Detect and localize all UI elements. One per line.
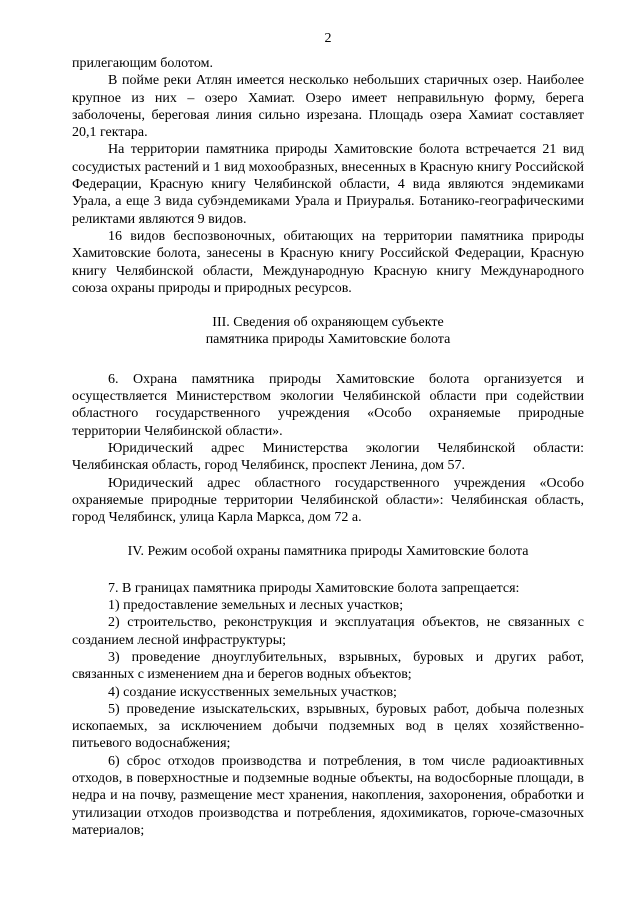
- paragraph-continuation: прилегающим болотом.: [72, 56, 213, 71]
- paragraph-invertebrates: 16 видов беспозвоночных, обитающих на территории памятника природы Хамитовские болота, занесены в Красную книгу Российской Федерации, Красную книгу Челябинской области, Международную Красную книгу Международного союза охраны природы и природных ресурсов.: [72, 228, 584, 296]
- list-item-2: 2) строительство, реконструкция и эксплуатация объектов, не связанных с созданием лесной инфраструктуры;: [72, 615, 584, 648]
- paragraph-prohibitions-intro: 7. В границах памятника природы Хамитовские болота запрещается:: [108, 580, 520, 596]
- section-4-heading: [72, 543, 584, 560]
- section-4-heading-line: IV. Режим особой охраны памятника природы Хамитовские болота: [127, 544, 529, 560]
- list-item-6: 6) сброс отходов производства и потребления, в том числе радиоактивных отходов, в поверхностные и подземные водные объекты, на водосборные площади, в недра и на почву, размещение мест хранения, накопления, захоронения, обработки и утилизации отходов производства и потребления, ядохимикатов, горюче-смазочных материалов;: [72, 753, 584, 838]
- paragraph-lakes: В пойме реки Атлян имеется несколько небольших старичных озер. Наиболее крупное из них – озеро Хамиат. Озеро имеет неправильную форму, берега заболочены, береговая линия сильно изрезана. Площадь озера Хамиат составляет 20,1 гектара.: [72, 73, 584, 141]
- list-item-1: 1) предоставление земельных и лесных участков;: [108, 598, 404, 614]
- paragraph-ministry-address: Юридический адрес Министерства экологии Челябинской области: Челябинская область, город Челябинск, проспект Ленина, дом 57.: [72, 440, 584, 474]
- list-item-3: 3) проведение дноуглубительных, взрывных, буровых и других работ, связанных с изменением дна и берегов водных объектов;: [72, 649, 584, 683]
- paragraph-protection: 6. Охрана памятника природы Хамитовские болота организуется и осуществляется Министерством экологии Челябинской области при содействии областного государственного учреждения «Особо охраняемые природные территории Челябинской области».: [72, 371, 584, 439]
- section-3-body: [72, 371, 584, 527]
- paragraph-plants: На территории памятника природы Хамитовские болота встречается 21 вид сосудистых растений и 1 вид мохообразных, внесенных в Красную книгу Российской Федерации, Красную книгу Челябинской области, 4 вида являются эндемиками Урала, а еще 3 вида субэндемиками Урала и Приуралья. Ботанико-географическими реликтами являются 9 видов.: [72, 142, 584, 227]
- section-3-heading-line-2: памятника природы Хамитовские болота: [205, 332, 451, 348]
- list-item-4: 4) создание искусственных земельных участков;: [108, 684, 397, 700]
- section-3-heading-line-1: III. Сведения об охраняющем субъекте: [212, 315, 444, 331]
- section-4-body: [72, 580, 584, 839]
- paragraph-institution-address: Юридический адрес областного государственного учреждения «Особо охраняемые природные территории Челябинской области»: Челябинская область, город Челябинск, улица Карла Маркса, дом 72 а.: [72, 475, 584, 526]
- list-item-5: 5) проведение изыскательских, взрывных, буровых работ, добыча полезных ископаемых, за исключением добычи подземных вод в целях хозяйственно-питьевого водоснабжения;: [72, 701, 584, 752]
- section-3-heading: [72, 314, 584, 349]
- intro-section: [72, 55, 584, 297]
- page-number: 2: [324, 31, 332, 46]
